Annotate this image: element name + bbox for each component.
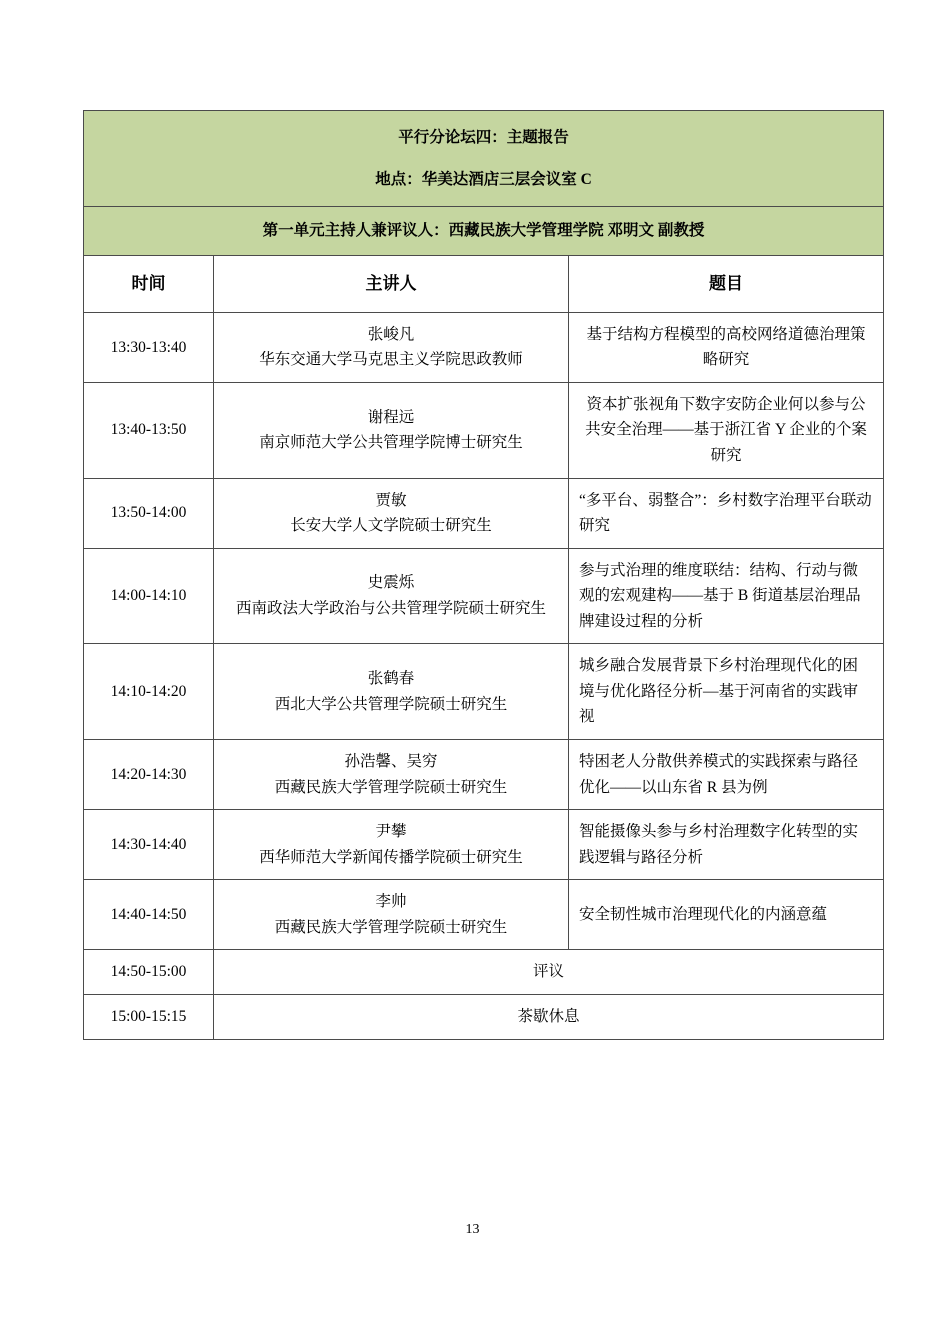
speaker-affiliation: 华东交通大学马克思主义学院思政教师 [259,351,523,369]
speaker-name: 张峻凡 [367,325,415,343]
table-row [84,880,884,950]
speaker-affiliation: 西北大学公共管理学院硕士研究生 [274,695,508,713]
row-time: 14:10-14:20 [84,644,214,740]
speaker-affiliation: 南京师范大学公共管理学院博士研究生 [259,434,523,452]
speaker-affiliation: 西华师范大学新闻传播学院硕士研究生 [259,848,523,866]
row-speaker [214,312,569,382]
table-row [84,548,884,644]
speaker-affiliation: 西南政法大学政治与公共管理学院硕士研究生 [235,600,546,618]
speaker-name: 孙浩馨、吴穷 [344,753,438,771]
row-topic: 参与式治理的维度联结：结构、行动与微观的宏观建构——基于 B 街道基层治理品牌建设过程的分析 [569,548,884,644]
forum-venue: 地点：华美达酒店三层会议室 C [375,170,592,188]
row-time: 15:00-15:15 [84,994,214,1039]
row-time: 14:30-14:40 [84,810,214,880]
row-speaker [214,478,569,548]
row-time: 13:40-13:50 [84,382,214,478]
table-row [84,478,884,548]
row-time: 14:20-14:30 [84,740,214,810]
row-topic: 城乡融合发展背景下乡村治理现代化的困境与优化路径分析—基于河南省的实践审视 [569,644,884,740]
column-header-topic: 题目 [569,255,884,312]
speaker-name: 尹攀 [375,823,407,841]
table-row [84,312,884,382]
row-speaker [214,880,569,950]
forum-header-cell [84,111,884,207]
row-time: 14:50-15:00 [84,950,214,995]
table-row [84,810,884,880]
table-row [84,740,884,810]
speaker-name: 史震烁 [367,574,415,592]
speaker-name: 谢程远 [367,408,415,426]
row-topic: 特困老人分散供养模式的实践探索与路径优化——以山东省 R 县为例 [569,740,884,810]
row-speaker [214,740,569,810]
column-header-time: 时间 [84,255,214,312]
table-row [84,994,884,1039]
session-host-cell: 第一单元主持人兼评议人：西藏民族大学管理学院 邓明文 副教授 [84,207,884,256]
row-time: 13:30-13:40 [84,312,214,382]
row-activity: 评议 [214,950,884,995]
row-speaker [214,810,569,880]
table-header-row [84,111,884,207]
speaker-affiliation: 西藏民族大学管理学院硕士研究生 [274,778,508,796]
table-row [84,644,884,740]
row-time: 14:00-14:10 [84,548,214,644]
column-header-row [84,255,884,312]
row-activity: 茶歇休息 [214,994,884,1039]
table-row [84,382,884,478]
schedule-table [83,110,884,1040]
row-speaker [214,644,569,740]
row-topic: 资本扩张视角下数字安防企业何以参与公共安全治理——基于浙江省 Y 企业的个案研究 [569,382,884,478]
page-number: 13 [465,1222,480,1237]
speaker-name: 李帅 [375,893,407,911]
speaker-affiliation: 长安大学人文学院硕士研究生 [290,517,492,535]
row-time: 14:40-14:50 [84,880,214,950]
session-host-row [84,207,884,256]
row-time: 13:50-14:00 [84,478,214,548]
row-topic: “多平台、弱整合”：乡村数字治理平台联动研究 [569,478,884,548]
forum-title: 平行分论坛四：主题报告 [398,129,569,146]
speaker-name: 贾敏 [375,491,407,509]
row-topic: 基于结构方程模型的高校网络道德治理策略研究 [569,312,884,382]
row-topic: 安全韧性城市治理现代化的内涵意蕴 [569,880,884,950]
speaker-name: 张鹤春 [367,670,415,688]
table-row [84,950,884,995]
column-header-speaker: 主讲人 [214,255,569,312]
row-speaker [214,548,569,644]
row-speaker [214,382,569,478]
speaker-affiliation: 西藏民族大学管理学院硕士研究生 [274,918,508,936]
row-topic: 智能摄像头参与乡村治理数字化转型的实践逻辑与路径分析 [569,810,884,880]
